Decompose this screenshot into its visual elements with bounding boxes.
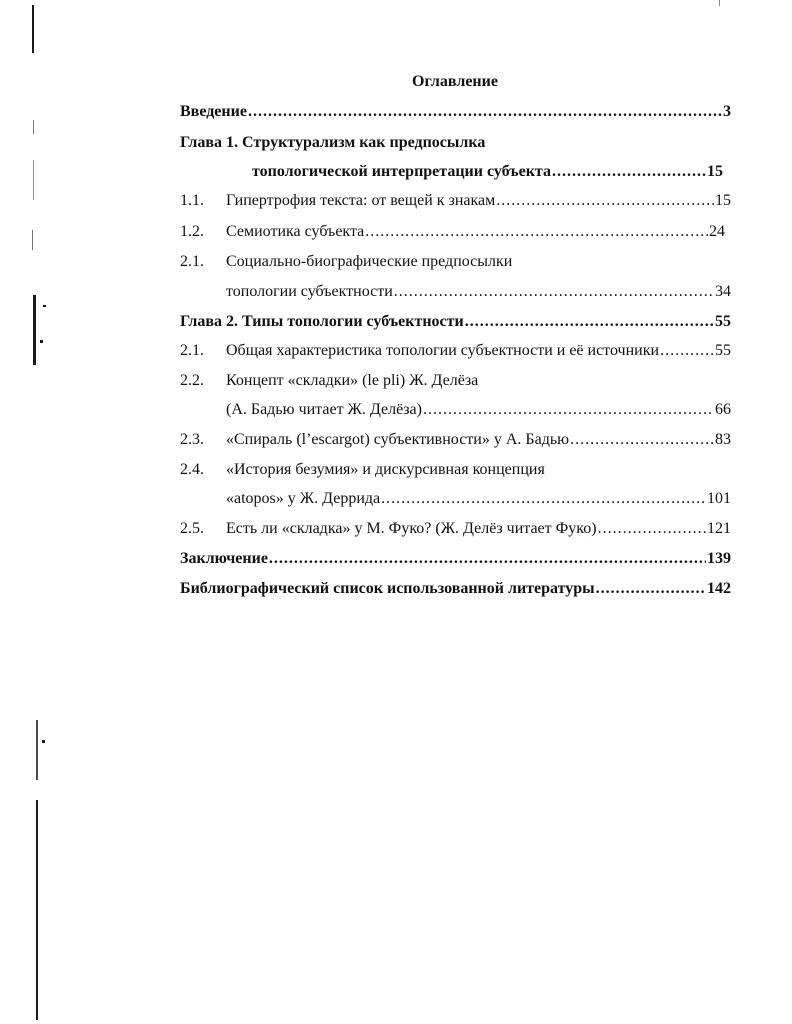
scan-artifact (32, 5, 34, 53)
toc-entry-text: Концепт «складки» (le pli) Ж. Делёза (226, 372, 479, 389)
toc-entry-number: 2.3. (180, 431, 204, 448)
scan-artifact (33, 120, 34, 134)
leader-dots (269, 550, 706, 568)
toc-entry-page: 101 (707, 490, 731, 507)
toc-entry-page: 142 (707, 580, 731, 597)
leader-dots (423, 401, 714, 419)
toc-entry-text: Заключение (180, 550, 268, 567)
toc-entry-text: топологии субъектности (226, 283, 393, 300)
toc-entry-text: Введение (180, 103, 247, 120)
scan-artifact (33, 295, 36, 365)
toc-entry-1-2[interactable] (180, 223, 725, 241)
toc-entry-2-1-bio-cont[interactable] (226, 283, 731, 301)
toc-entry-page: 55 (715, 313, 731, 330)
toc-entry-text: Библиографический список использованной литературы (180, 580, 595, 597)
toc-entry-chapter-2[interactable] (180, 313, 731, 331)
toc-entry-conclusion[interactable] (180, 550, 731, 568)
toc-entry-2-2-cont[interactable] (226, 401, 731, 419)
leader-dots (465, 313, 714, 331)
leader-dots (248, 103, 722, 121)
toc-entry-page: 66 (715, 401, 731, 418)
toc-entry-bibliography[interactable] (180, 580, 731, 598)
toc-entry-page: 121 (707, 520, 731, 537)
toc-entry-text: Семиотика субъекта (226, 223, 365, 240)
leader-dots (598, 520, 706, 538)
scan-artifact (32, 230, 33, 250)
toc-entry-page: 83 (715, 431, 731, 448)
scan-artifact (36, 800, 38, 1020)
toc-entry-text: «История безумия» и дискурсивная концепция (226, 461, 545, 478)
toc-entry-page: 15 (707, 163, 723, 180)
toc-title: Оглавление (412, 73, 498, 90)
toc-entry-page: 15 (715, 192, 731, 209)
toc-entry-number: 2.5. (180, 520, 204, 537)
toc-entry-text: Гипертрофия текста: от вещей к знакам (226, 192, 496, 209)
toc-entry-text: Глава 2. Типы топологии субъектности (180, 313, 464, 330)
toc-entry-text: Общая характеристика топологии субъектности и её источники (226, 342, 660, 359)
toc-entry-1-1[interactable] (180, 192, 731, 210)
toc-entry-text: Глава 1. Структурализм как предпосылка (180, 134, 486, 151)
toc-entry-page: 24 (709, 223, 725, 240)
toc-entry-number: 2.1. (180, 342, 204, 359)
toc-entry-2-4[interactable] (180, 461, 731, 479)
leader-dots (365, 223, 708, 241)
scan-artifact (36, 720, 38, 780)
toc-entry-text: топологической интерпретации субъекта (252, 163, 551, 180)
scan-artifact (43, 305, 46, 307)
toc-entry-number: 2.1. (180, 253, 204, 270)
toc-entry-text: «atopos» у Ж. Деррида (226, 490, 381, 507)
toc-entry-chapter-1-cont[interactable] (252, 163, 723, 181)
toc-entry-2-1-bio[interactable] (180, 253, 731, 271)
toc-entry-text: (А. Бадью читает Ж. Делёза) (226, 401, 422, 418)
toc-entry-page: 3 (723, 103, 731, 120)
leader-dots (660, 342, 714, 360)
leader-dots (570, 431, 714, 449)
scan-artifact (719, 0, 720, 6)
toc-entry-introduction[interactable] (180, 103, 731, 121)
toc-entry-page: 55 (715, 342, 731, 359)
toc-entry-number: 1.1. (180, 192, 204, 209)
scan-artifact (42, 740, 45, 743)
leader-dots (381, 490, 706, 508)
toc-entry-chapter-1[interactable] (180, 134, 731, 152)
toc-entry-text: Социально-биографические предпосылки (226, 253, 513, 270)
toc-entry-2-3[interactable] (180, 431, 731, 449)
toc-entry-2-5[interactable] (180, 520, 731, 538)
leader-dots (552, 163, 706, 181)
toc-entry-2-1[interactable] (180, 342, 731, 360)
leader-dots (596, 580, 706, 598)
toc-entry-page: 34 (715, 283, 731, 300)
leader-dots (496, 192, 714, 210)
toc-entry-2-2[interactable] (180, 372, 731, 390)
toc-entry-text: Есть ли «складка» у М. Фуко? (Ж. Делёз читает Фуко) (226, 520, 597, 537)
toc-entry-2-4-cont[interactable] (226, 490, 731, 508)
scan-artifact (33, 160, 34, 200)
toc-entry-text: «Спираль (l’escargot) субъективности» у А. Бадью (226, 431, 570, 448)
toc-entry-number: 1.2. (180, 223, 204, 240)
toc-entry-number: 2.2. (180, 372, 204, 389)
scan-artifact (40, 340, 43, 343)
leader-dots (394, 283, 714, 301)
toc-entry-number: 2.4. (180, 461, 204, 478)
toc-entry-page: 139 (707, 550, 731, 567)
